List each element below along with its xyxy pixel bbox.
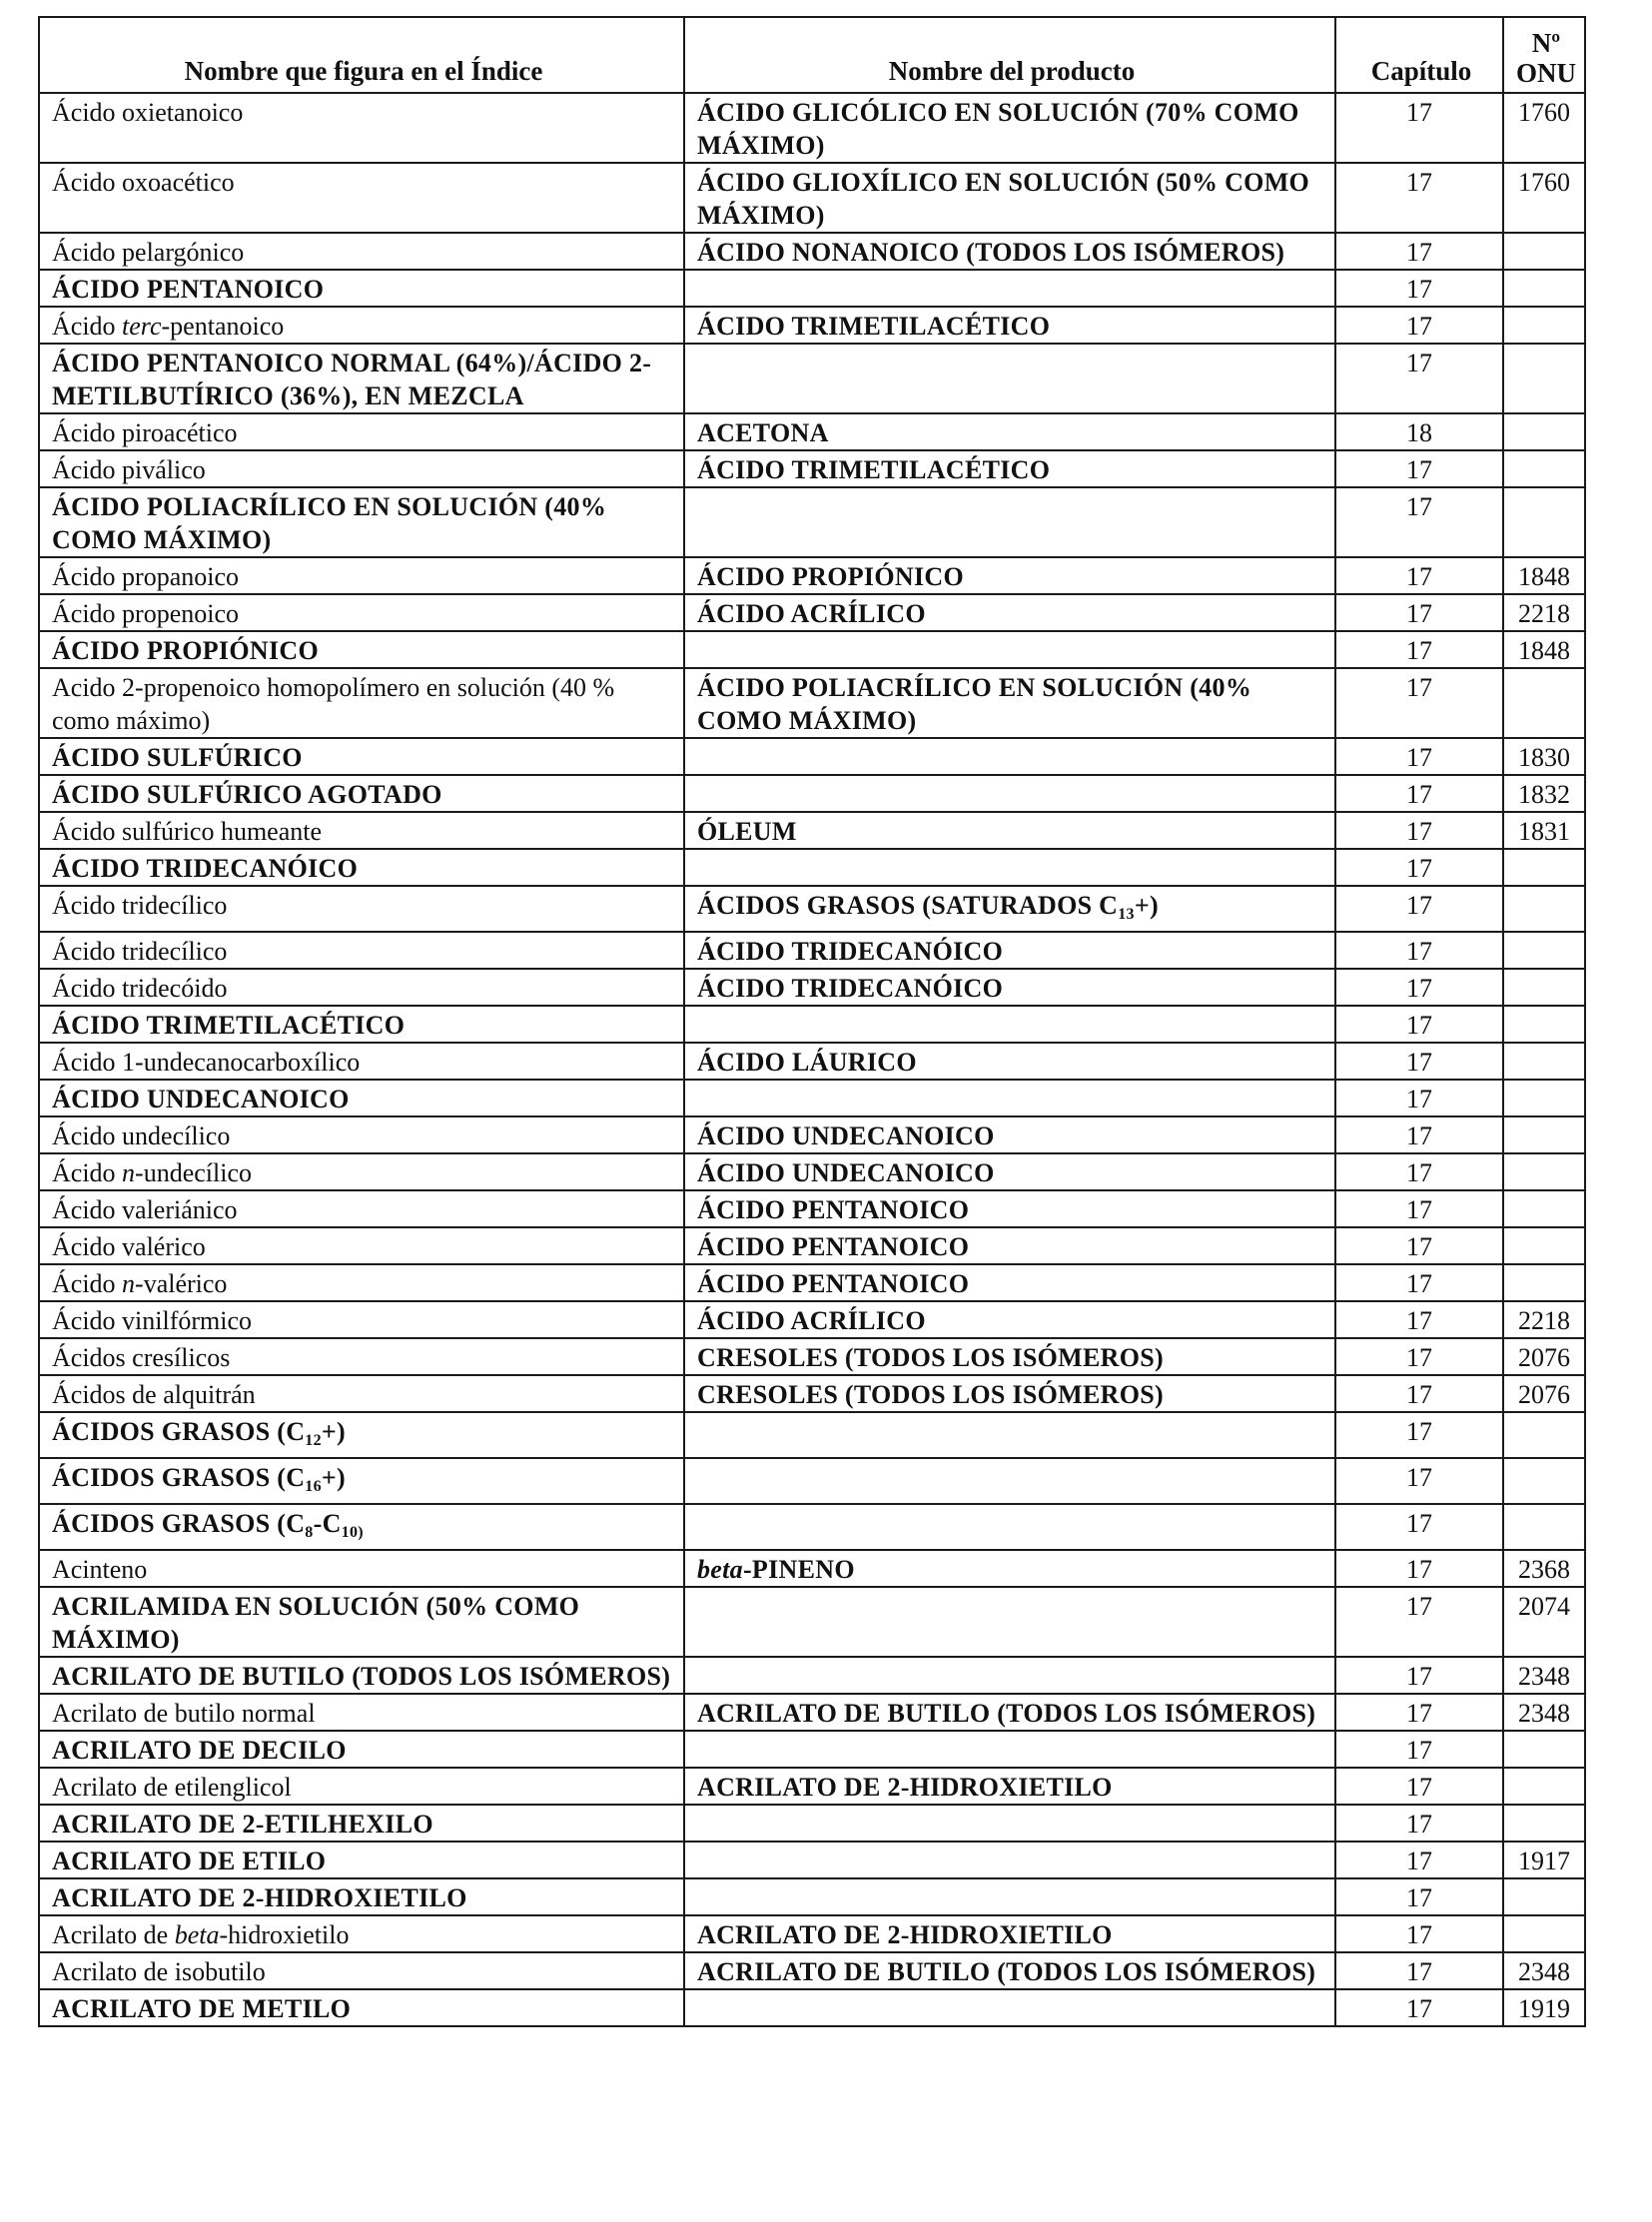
product-name-cell (684, 1458, 1335, 1504)
index-name-cell: ÁCIDO SULFÚRICO AGOTADO (39, 775, 684, 812)
chapter-cell: 17 (1335, 738, 1503, 775)
un-number-cell (1503, 1805, 1585, 1842)
un-number-cell: 1848 (1503, 631, 1585, 668)
un-number-cell (1503, 1915, 1585, 1952)
chapter-cell: 17 (1335, 1878, 1503, 1915)
chapter-cell: 17 (1335, 1915, 1503, 1952)
text-fragment: Ácido (52, 1269, 123, 1298)
index-name-cell (39, 1458, 684, 1504)
chapter-cell: 17 (1335, 1412, 1503, 1458)
text-fragment: -PINENO (742, 1555, 855, 1584)
index-name-cell: Ácido tridecílico (39, 932, 684, 969)
un-number-cell (1503, 1412, 1585, 1458)
table-row (39, 1080, 1585, 1116)
un-number-cell (1503, 1878, 1585, 1915)
un-number-cell (1503, 1227, 1585, 1264)
header-product-name: Nombre del producto (684, 17, 1335, 93)
chapter-cell: 17 (1335, 344, 1503, 413)
table-row (39, 932, 1585, 969)
italic-text: n (122, 1269, 136, 1298)
index-name-cell: ÁCIDO UNDECANOICO (39, 1080, 684, 1116)
chapter-cell: 17 (1335, 557, 1503, 594)
product-name-cell (684, 270, 1335, 307)
table-row (39, 1989, 1585, 2026)
un-number-cell (1503, 233, 1585, 270)
table-row (39, 1153, 1585, 1190)
un-number-cell (1503, 270, 1585, 307)
table-row (39, 1805, 1585, 1842)
un-number-cell (1503, 1731, 1585, 1768)
index-name-cell: ÁCIDO PENTANOICO (39, 270, 684, 307)
table-row (39, 1301, 1585, 1338)
product-name-cell: ACRILATO DE BUTILO (TODOS LOS ISÓMEROS) (684, 1952, 1335, 1989)
un-number-cell: 2076 (1503, 1338, 1585, 1375)
index-name-cell: ACRILATO DE ETILO (39, 1842, 684, 1878)
product-name-cell: ÁCIDO TRIMETILACÉTICO (684, 450, 1335, 487)
text-fragment: -valérico (135, 1269, 228, 1298)
un-number-cell (1503, 1190, 1585, 1227)
chapter-cell: 17 (1335, 1153, 1503, 1190)
product-name-cell: CRESOLES (TODOS LOS ISÓMEROS) (684, 1338, 1335, 1375)
chapter-cell: 17 (1335, 1989, 1503, 2026)
header-un-number-line1: Nº (1531, 28, 1561, 58)
chapter-cell: 17 (1335, 969, 1503, 1006)
chapter-cell: 17 (1335, 631, 1503, 668)
text-fragment: Ácido (52, 312, 123, 341)
product-name-cell: ÁCIDO UNDECANOICO (684, 1116, 1335, 1153)
table-row (39, 1768, 1585, 1805)
product-name-cell (684, 1989, 1335, 2026)
index-name-cell: Ácido propanoico (39, 557, 684, 594)
chapter-cell: 17 (1335, 1264, 1503, 1301)
un-number-cell: 2348 (1503, 1694, 1585, 1731)
index-name-cell: ACRILATO DE METILO (39, 1989, 684, 2026)
table-row (39, 270, 1585, 307)
un-number-cell (1503, 969, 1585, 1006)
index-name-cell (39, 1264, 684, 1301)
text-fragment: +) (1134, 891, 1159, 920)
un-number-cell (1503, 1006, 1585, 1043)
index-name-cell: ÁCIDO PENTANOICO NORMAL (64%)/ÁCIDO 2-METILBUTÍRICO (36%), EN MEZCLA (39, 344, 684, 413)
index-name-cell (39, 1504, 684, 1550)
product-name-cell (684, 1731, 1335, 1768)
chapter-cell: 17 (1335, 163, 1503, 233)
index-table (38, 16, 1586, 2027)
subscript-text: 13 (1118, 906, 1135, 923)
product-name-cell (684, 1550, 1335, 1587)
product-name-cell (684, 1842, 1335, 1878)
un-number-cell: 2218 (1503, 594, 1585, 631)
product-name-cell: ACETONA (684, 413, 1335, 450)
index-name-cell: Ácido oxoacético (39, 163, 684, 233)
un-number-cell: 2368 (1503, 1550, 1585, 1587)
text-fragment: ÁCIDOS GRASOS (C (52, 1463, 306, 1492)
chapter-cell: 17 (1335, 1190, 1503, 1227)
index-name-cell (39, 1915, 684, 1952)
table-row (39, 93, 1585, 163)
chapter-cell: 17 (1335, 1458, 1503, 1504)
table-row (39, 1657, 1585, 1694)
chapter-cell: 17 (1335, 487, 1503, 557)
chapter-cell: 17 (1335, 1805, 1503, 1842)
chapter-cell: 17 (1335, 1731, 1503, 1768)
text-fragment: ÁCIDOS GRASOS (C (52, 1417, 306, 1446)
un-number-cell (1503, 413, 1585, 450)
un-number-cell (1503, 1116, 1585, 1153)
index-name-cell: ACRILATO DE BUTILO (TODOS LOS ISÓMEROS) (39, 1657, 684, 1694)
table-row (39, 163, 1585, 233)
product-name-cell: ACRILATO DE BUTILO (TODOS LOS ISÓMEROS) (684, 1694, 1335, 1731)
text-fragment: ÁCIDOS GRASOS (SATURADOS C (697, 891, 1119, 920)
product-name-cell (684, 1878, 1335, 1915)
index-name-cell: ACRILAMIDA EN SOLUCIÓN (50% COMO MÁXIMO) (39, 1587, 684, 1657)
index-name-cell: Ácido propenoico (39, 594, 684, 631)
table-row (39, 775, 1585, 812)
index-name-cell: Ácido valérico (39, 1227, 684, 1264)
chapter-cell: 17 (1335, 775, 1503, 812)
table-row (39, 344, 1585, 413)
un-number-cell (1503, 1080, 1585, 1116)
index-name-cell: ÁCIDO TRIDECANÓICO (39, 849, 684, 886)
table-row (39, 1458, 1585, 1504)
un-number-cell (1503, 307, 1585, 344)
index-name-cell: ÁCIDO TRIMETILACÉTICO (39, 1006, 684, 1043)
chapter-cell: 17 (1335, 1301, 1503, 1338)
chapter-cell: 17 (1335, 1694, 1503, 1731)
product-name-cell: ÁCIDO PENTANOICO (684, 1190, 1335, 1227)
table-row (39, 1915, 1585, 1952)
table-row (39, 849, 1585, 886)
italic-text: beta (174, 1920, 220, 1949)
index-name-cell: Acido 2-propenoico homopolímero en solución (40 % como máximo) (39, 668, 684, 738)
index-name-cell: ACRILATO DE DECILO (39, 1731, 684, 1768)
header-row (39, 17, 1585, 93)
subscript-text: 16 (305, 1478, 322, 1495)
subscript-text: 12 (305, 1432, 322, 1449)
table-header (39, 17, 1585, 93)
table-row (39, 969, 1585, 1006)
text-fragment: -pentanoico (161, 312, 285, 341)
un-number-cell (1503, 1153, 1585, 1190)
index-name-cell: Ácido piválico (39, 450, 684, 487)
index-name-cell: Acinteno (39, 1550, 684, 1587)
un-number-cell (1503, 1458, 1585, 1504)
product-name-cell (684, 849, 1335, 886)
index-name-cell: Ácido 1-undecanocarboxílico (39, 1043, 684, 1080)
index-name-cell: ACRILATO DE 2-HIDROXIETILO (39, 1878, 684, 1915)
product-name-cell (684, 487, 1335, 557)
chapter-cell: 17 (1335, 1043, 1503, 1080)
table-row (39, 1842, 1585, 1878)
chapter-cell: 18 (1335, 413, 1503, 450)
table-row (39, 1375, 1585, 1412)
product-name-cell (684, 1805, 1335, 1842)
table-row (39, 1952, 1585, 1989)
un-number-cell (1503, 1504, 1585, 1550)
product-name-cell: ÁCIDO NONANOICO (TODOS LOS ISÓMEROS) (684, 233, 1335, 270)
index-name-cell: Acrilato de butilo normal (39, 1694, 684, 1731)
un-number-cell (1503, 450, 1585, 487)
product-name-cell (684, 631, 1335, 668)
index-name-cell: Ácidos de alquitrán (39, 1375, 684, 1412)
index-name-cell: Ácido piroacético (39, 413, 684, 450)
un-number-cell: 2218 (1503, 1301, 1585, 1338)
index-name-cell: Ácidos cresílicos (39, 1338, 684, 1375)
un-number-cell: 1917 (1503, 1842, 1585, 1878)
italic-text: terc (122, 312, 162, 341)
index-name-cell: Ácido tridecóido (39, 969, 684, 1006)
index-name-cell: Ácido vinilfórmico (39, 1301, 684, 1338)
un-number-cell (1503, 487, 1585, 557)
table-row (39, 1338, 1585, 1375)
table-row (39, 1043, 1585, 1080)
product-name-cell (684, 1006, 1335, 1043)
product-name-cell (684, 344, 1335, 413)
product-name-cell (684, 775, 1335, 812)
table-row (39, 1227, 1585, 1264)
chapter-cell: 17 (1335, 886, 1503, 932)
index-name-cell: Ácido sulfúrico humeante (39, 812, 684, 849)
chapter-cell: 17 (1335, 812, 1503, 849)
table-row (39, 1587, 1585, 1657)
chapter-cell: 17 (1335, 307, 1503, 344)
product-name-cell (684, 1504, 1335, 1550)
text-fragment: +) (321, 1417, 346, 1446)
table-row (39, 812, 1585, 849)
table-row (39, 1116, 1585, 1153)
chapter-cell: 17 (1335, 450, 1503, 487)
table-row (39, 1412, 1585, 1458)
table-row (39, 668, 1585, 738)
un-number-cell: 2348 (1503, 1657, 1585, 1694)
product-name-cell: ÁCIDO POLIACRÍLICO EN SOLUCIÓN (40% COMO MÁXIMO) (684, 668, 1335, 738)
product-name-cell: ÁCIDO TRIDECANÓICO (684, 932, 1335, 969)
header-chapter: Capítulo (1335, 17, 1503, 93)
table-row (39, 307, 1585, 344)
product-name-cell (684, 1657, 1335, 1694)
table-row (39, 1006, 1585, 1043)
product-name-cell (684, 1587, 1335, 1657)
header-un-number (1503, 17, 1585, 93)
table-row (39, 450, 1585, 487)
un-number-cell: 1760 (1503, 163, 1585, 233)
product-name-cell (684, 1412, 1335, 1458)
index-name-cell: Ácido undecílico (39, 1116, 684, 1153)
italic-text: n (122, 1158, 136, 1187)
product-name-cell (684, 886, 1335, 932)
table-body (39, 93, 1585, 2026)
un-number-cell: 1830 (1503, 738, 1585, 775)
chapter-cell: 17 (1335, 1116, 1503, 1153)
chapter-cell: 17 (1335, 932, 1503, 969)
un-number-cell: 1831 (1503, 812, 1585, 849)
table-row (39, 557, 1585, 594)
table-row (39, 594, 1585, 631)
table-row (39, 1694, 1585, 1731)
table-row (39, 1190, 1585, 1227)
text-fragment: ÁCIDOS GRASOS (C (52, 1509, 306, 1538)
chapter-cell: 17 (1335, 270, 1503, 307)
index-name-cell (39, 1153, 684, 1190)
un-number-cell (1503, 886, 1585, 932)
index-name-cell: Ácido valeriánico (39, 1190, 684, 1227)
italic-text: beta (697, 1555, 743, 1584)
subscript-text: 10) (341, 1524, 364, 1541)
un-number-cell (1503, 1768, 1585, 1805)
text-fragment: +) (321, 1463, 346, 1492)
index-name-cell: Acrilato de isobutilo (39, 1952, 684, 1989)
text-fragment: -undecílico (135, 1158, 252, 1187)
text-fragment: -hidroxietilo (219, 1920, 350, 1949)
product-name-cell (684, 738, 1335, 775)
index-name-cell: ÁCIDO POLIACRÍLICO EN SOLUCIÓN (40% COMO MÁXIMO) (39, 487, 684, 557)
chapter-cell: 17 (1335, 1587, 1503, 1657)
un-number-cell (1503, 932, 1585, 969)
table-row (39, 233, 1585, 270)
chapter-cell: 17 (1335, 1006, 1503, 1043)
chapter-cell: 17 (1335, 594, 1503, 631)
chapter-cell: 17 (1335, 1657, 1503, 1694)
un-number-cell (1503, 668, 1585, 738)
header-un-number-line2: ONU (1516, 58, 1576, 88)
index-name-cell: ACRILATO DE 2-ETILHEXILO (39, 1805, 684, 1842)
product-name-cell: ÁCIDO ACRÍLICO (684, 594, 1335, 631)
product-name-cell: CRESOLES (TODOS LOS ISÓMEROS) (684, 1375, 1335, 1412)
index-name-cell: Ácido tridecílico (39, 886, 684, 932)
chapter-cell: 17 (1335, 668, 1503, 738)
index-name-cell (39, 307, 684, 344)
chapter-cell: 17 (1335, 1375, 1503, 1412)
un-number-cell: 2074 (1503, 1587, 1585, 1657)
table-row (39, 1264, 1585, 1301)
un-number-cell: 2076 (1503, 1375, 1585, 1412)
table-row (39, 886, 1585, 932)
chapter-cell: 17 (1335, 1842, 1503, 1878)
chapter-cell: 17 (1335, 1080, 1503, 1116)
product-name-cell: ÁCIDO TRIMETILACÉTICO (684, 307, 1335, 344)
chapter-cell: 17 (1335, 233, 1503, 270)
index-name-cell: Ácido pelargónico (39, 233, 684, 270)
un-number-cell (1503, 1043, 1585, 1080)
chapter-cell: 17 (1335, 93, 1503, 163)
index-name-cell (39, 1412, 684, 1458)
table-row (39, 1878, 1585, 1915)
table-row (39, 413, 1585, 450)
index-name-cell: Acrilato de etilenglicol (39, 1768, 684, 1805)
product-name-cell: ÁCIDO PROPIÓNICO (684, 557, 1335, 594)
chapter-cell: 17 (1335, 1227, 1503, 1264)
product-name-cell (684, 1080, 1335, 1116)
un-number-cell (1503, 344, 1585, 413)
index-name-cell: Ácido oxietanoico (39, 93, 684, 163)
chapter-cell: 17 (1335, 849, 1503, 886)
product-name-cell: ÁCIDO UNDECANOICO (684, 1153, 1335, 1190)
un-number-cell (1503, 849, 1585, 886)
product-name-cell: ÁCIDO GLICÓLICO EN SOLUCIÓN (70% COMO MÁXIMO) (684, 93, 1335, 163)
chapter-cell: 17 (1335, 1768, 1503, 1805)
table-row (39, 1550, 1585, 1587)
table-row (39, 1731, 1585, 1768)
table-row (39, 738, 1585, 775)
product-name-cell: ÁCIDO LÁURICO (684, 1043, 1335, 1080)
chapter-cell: 17 (1335, 1952, 1503, 1989)
product-name-cell: ÁCIDO PENTANOICO (684, 1264, 1335, 1301)
text-fragment: Acrilato de (52, 1920, 175, 1949)
chapter-cell: 17 (1335, 1338, 1503, 1375)
table-row (39, 487, 1585, 557)
product-name-cell: ÁCIDO GLIOXÍLICO EN SOLUCIÓN (50% COMO MÁXIMO) (684, 163, 1335, 233)
un-number-cell: 1848 (1503, 557, 1585, 594)
product-name-cell: ÁCIDO PENTANOICO (684, 1227, 1335, 1264)
chapter-cell: 17 (1335, 1550, 1503, 1587)
table-row (39, 1504, 1585, 1550)
subscript-text: 8 (305, 1524, 314, 1541)
product-name-cell: ÁCIDO ACRÍLICO (684, 1301, 1335, 1338)
product-name-cell: ÁCIDO TRIDECANÓICO (684, 969, 1335, 1006)
un-number-cell: 2348 (1503, 1952, 1585, 1989)
product-name-cell: ÓLEUM (684, 812, 1335, 849)
chapter-cell: 17 (1335, 1504, 1503, 1550)
index-name-cell: ÁCIDO PROPIÓNICO (39, 631, 684, 668)
product-name-cell: ACRILATO DE 2-HIDROXIETILO (684, 1915, 1335, 1952)
header-index-name: Nombre que figura en el Índice (39, 17, 684, 93)
table-row (39, 631, 1585, 668)
index-name-cell: ÁCIDO SULFÚRICO (39, 738, 684, 775)
un-number-cell: 1760 (1503, 93, 1585, 163)
text-fragment: -C (313, 1509, 342, 1538)
un-number-cell (1503, 1264, 1585, 1301)
text-fragment: Ácido (52, 1158, 123, 1187)
un-number-cell: 1832 (1503, 775, 1585, 812)
un-number-cell: 1919 (1503, 1989, 1585, 2026)
product-name-cell: ACRILATO DE 2-HIDROXIETILO (684, 1768, 1335, 1805)
